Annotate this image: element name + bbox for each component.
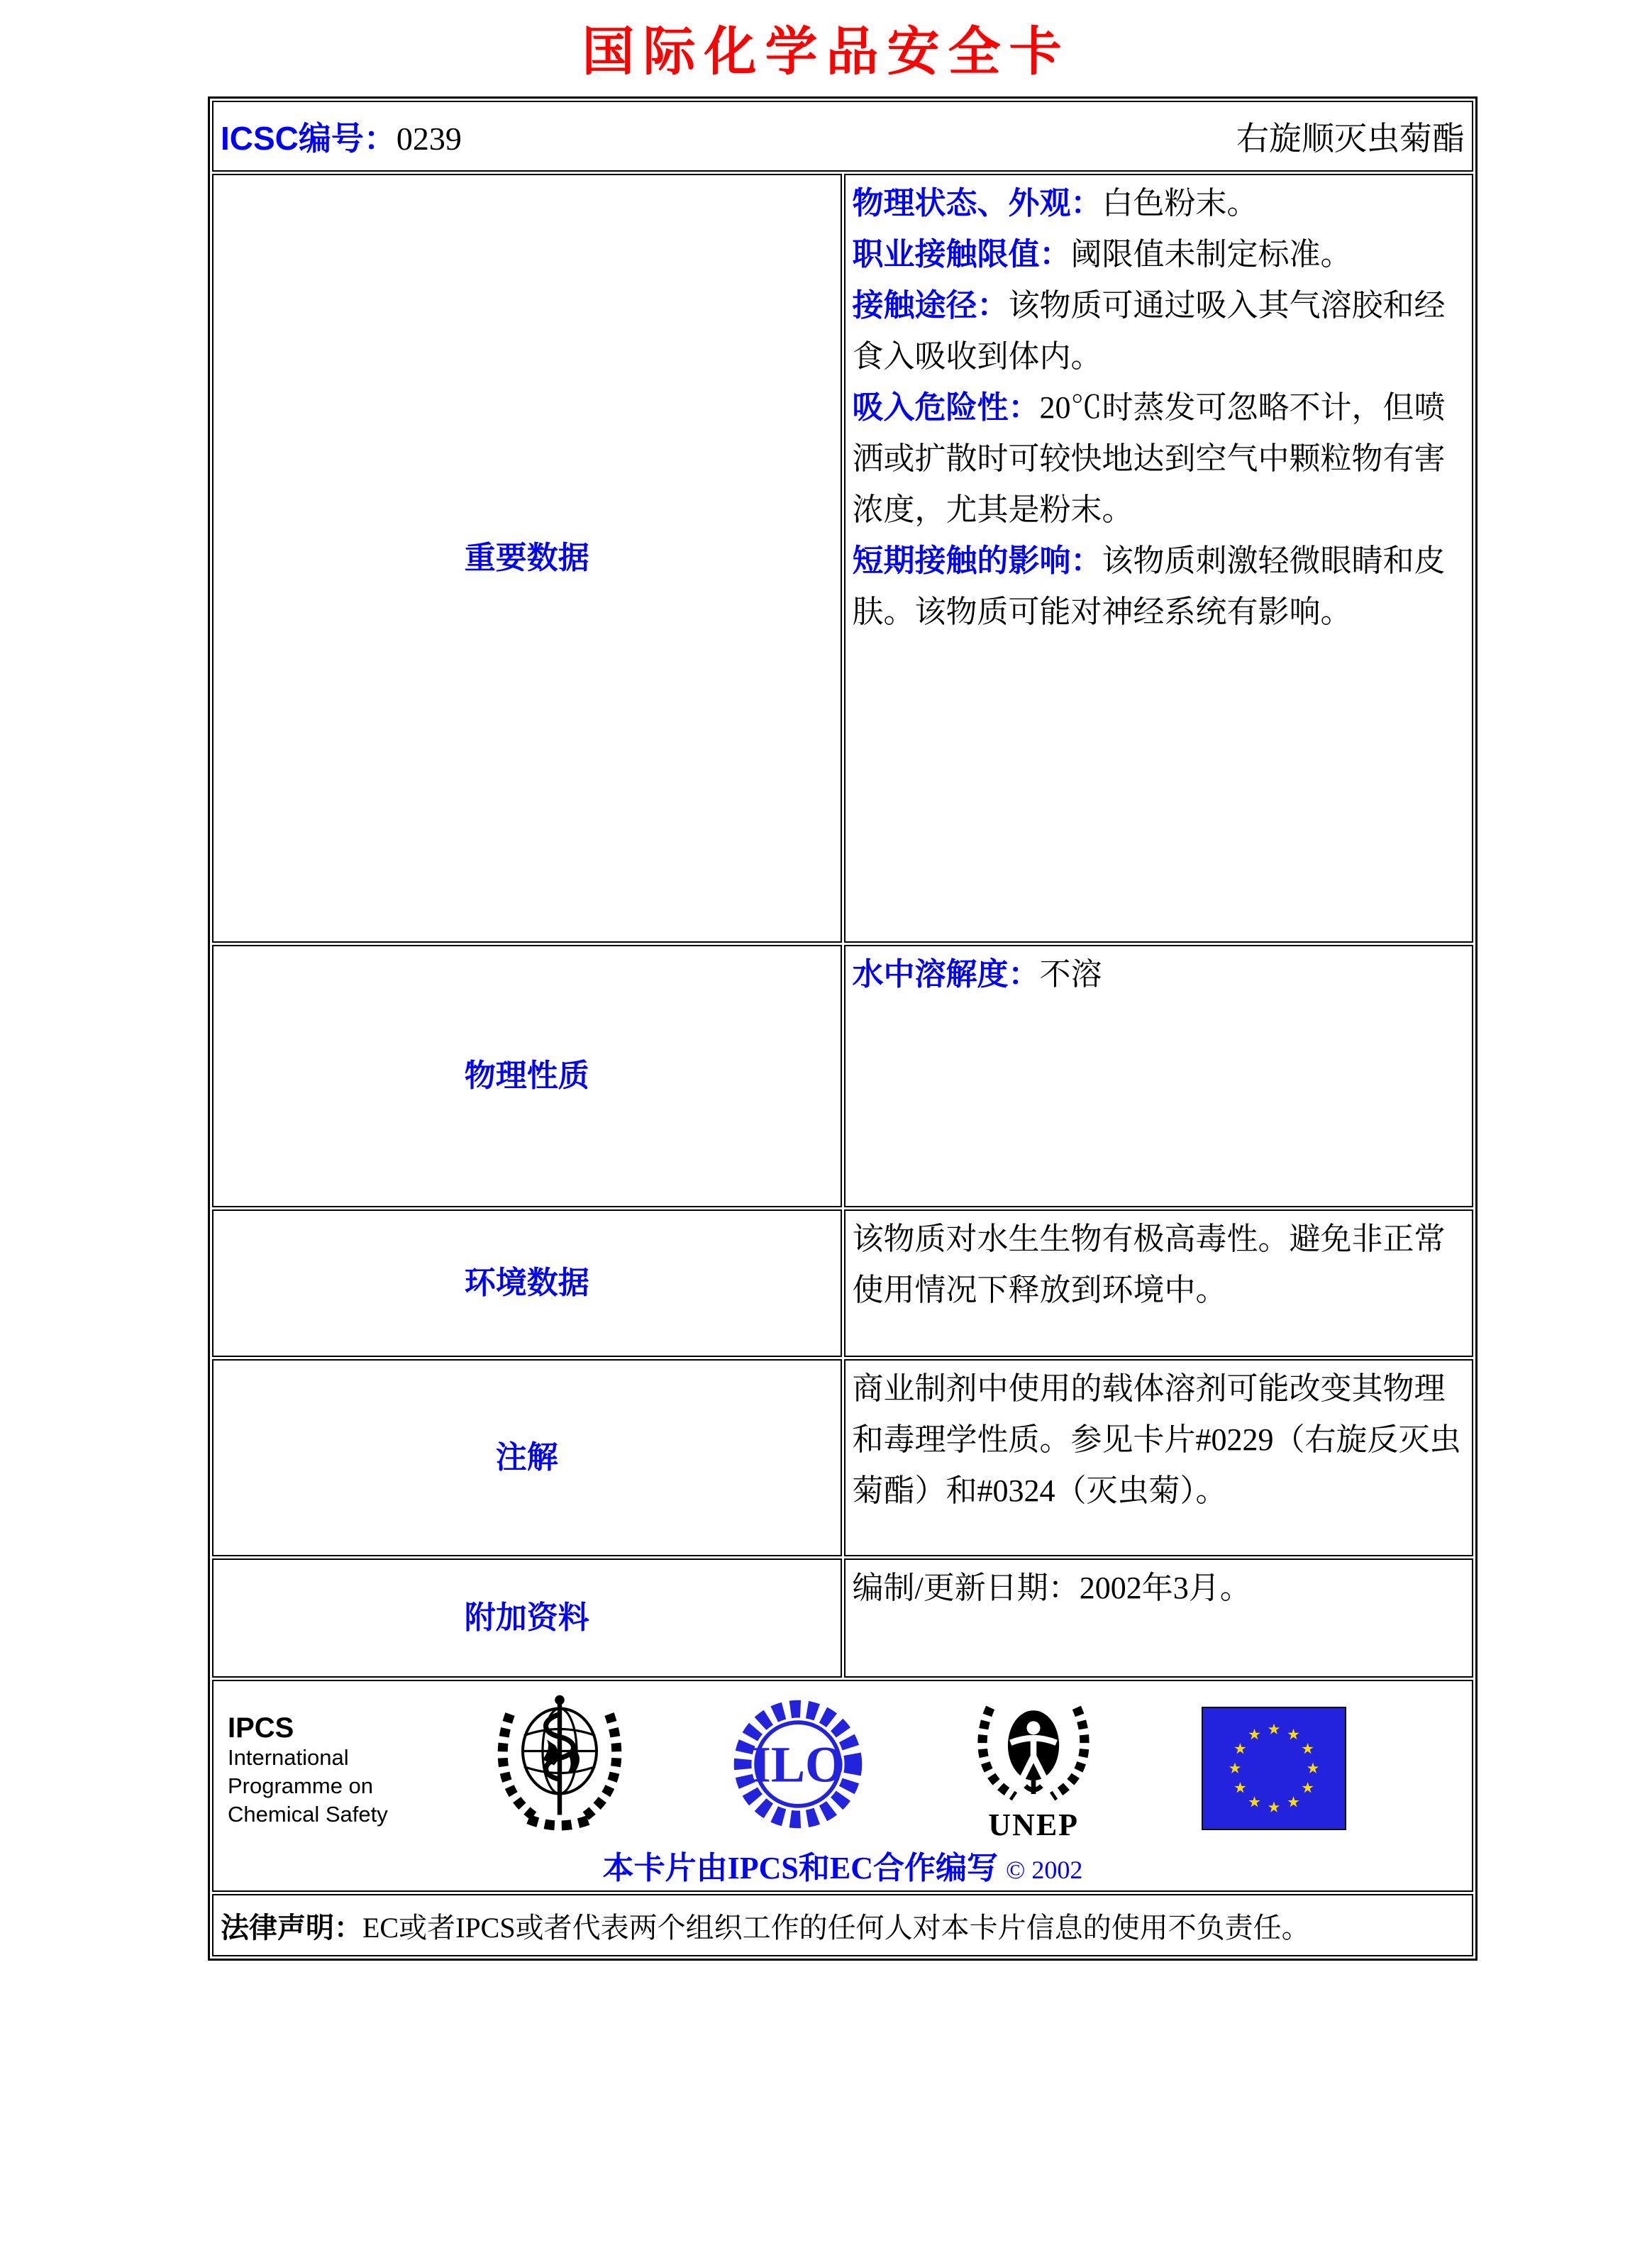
- line-text: 不溶: [1039, 957, 1102, 992]
- line-lead: 吸入危险性：: [852, 390, 1040, 425]
- line-text: 该物质刺激轻微眼睛和皮肤。该物质可能对神经系统有影响。: [852, 543, 1446, 629]
- line-lead: 接触途径：: [852, 288, 1009, 323]
- who-logo-icon: [489, 1691, 631, 1837]
- ipcs-desc-line: Chemical Safety: [228, 1802, 388, 1827]
- cooperation-caption-text: 本卡片由IPCS和EC合作编写: [602, 1851, 998, 1885]
- logos-cell: [212, 1680, 1473, 1892]
- header-cell: [212, 101, 1473, 172]
- notes-content: [844, 1359, 1474, 1556]
- section-label-additional-info: 附加资料: [212, 1558, 842, 1678]
- ilo-logo-icon: [731, 1697, 865, 1832]
- important-data-row: [212, 174, 1473, 943]
- important-line: [853, 536, 1465, 638]
- environmental-text: 该物质对水生生物有极高毒性。避免非正常使用情况下释放到环境中。: [852, 1222, 1446, 1307]
- line-text: 白色粉末。: [1102, 186, 1258, 221]
- icsc-number-value: 0239: [396, 121, 462, 157]
- section-label-physical-properties: 物理性质: [212, 945, 842, 1207]
- important-line: [853, 229, 1465, 280]
- ipcs-text-block: [228, 1690, 388, 1829]
- legal-notice-cell: [212, 1894, 1473, 1956]
- line-text: 20℃时蒸发可忽略不计，但喷洒或扩散时可较快地达到空气中颗粒物有害浓度，尤其是粉末。: [852, 390, 1446, 527]
- legal-notice-label: 法律声明：: [221, 1912, 362, 1944]
- physical-line: [853, 949, 1465, 1000]
- icsc-card-page: [0, 10, 1652, 1961]
- environmental-data-row: [212, 1209, 1473, 1357]
- chemical-name: 右旋顺灭虫菊酯: [1236, 121, 1465, 157]
- cooperation-caption: [222, 1842, 1463, 1888]
- physical-properties-content: [844, 945, 1474, 1207]
- important-line: [853, 178, 1465, 229]
- physical-properties-row: [212, 945, 1473, 1207]
- page-title: 国际化学品安全卡: [582, 23, 1070, 82]
- unep-logo-block: [966, 1690, 1101, 1841]
- important-data-content: [844, 174, 1474, 943]
- legal-notice-text: EC或者IPCS或者代表两个组织工作的任何人对本卡片信息的使用不负责任。: [362, 1911, 1310, 1944]
- ipcs-desc-line: International: [228, 1745, 349, 1770]
- icsc-card-table: [208, 96, 1478, 1961]
- line-lead: 职业接触限值：: [852, 237, 1071, 272]
- line-lead: 水中溶解度：: [852, 957, 1040, 992]
- eu-flag-icon: [1202, 1707, 1346, 1830]
- unep-logo-icon: [966, 1697, 1101, 1810]
- section-label-important-data: 重要数据: [212, 174, 842, 943]
- ipcs-name: IPCS: [228, 1712, 294, 1744]
- section-label-environmental-data: 环境数据: [212, 1209, 842, 1357]
- copyright-text: © 2002: [1006, 1856, 1083, 1884]
- line-text: 该物质可通过吸入其气溶胶和经食入吸收到体内。: [852, 288, 1446, 374]
- line-text: 阈限值未制定标准。: [1070, 237, 1352, 272]
- section-label-notes: 注解: [212, 1359, 842, 1556]
- line-lead: 物理状态、外观：: [852, 186, 1102, 221]
- unep-label: UNEP: [988, 1807, 1080, 1842]
- environmental-data-content: [844, 1209, 1474, 1357]
- line-lead: 短期接触的影响：: [852, 543, 1102, 578]
- legal-notice-row: [212, 1894, 1473, 1956]
- important-line: [853, 382, 1465, 536]
- logos-row: [212, 1680, 1473, 1892]
- additional-info-text: 编制/更新日期：2002年3月。: [852, 1571, 1251, 1605]
- header-row: [212, 101, 1473, 172]
- ipcs-desc-line: Programme on: [228, 1773, 374, 1798]
- notes-row: [212, 1359, 1473, 1556]
- important-line: [853, 280, 1465, 382]
- icsc-number-group: [221, 113, 462, 160]
- ilo-monogram: ILO: [751, 1736, 846, 1793]
- additional-info-row: [212, 1558, 1473, 1678]
- icsc-number-label: ICSC编号：: [221, 120, 397, 157]
- notes-text: 商业制剂中使用的载体溶剂可能改变其物理和毒理学性质。参见卡片#0229（右旋反灭虫菊酯）和#0324（灭虫菊）。: [852, 1371, 1461, 1508]
- additional-info-content: [844, 1558, 1474, 1678]
